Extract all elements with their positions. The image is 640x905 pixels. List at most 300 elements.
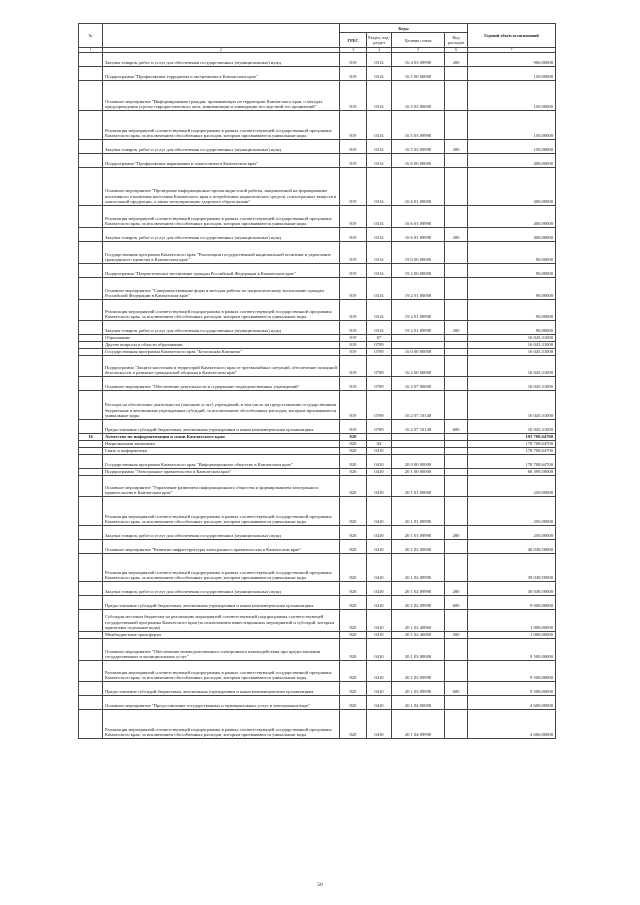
page-number: 50	[317, 882, 323, 888]
row-amount: 39 049,50000	[468, 554, 556, 582]
row-number	[79, 497, 103, 526]
row-section-code: 0410	[367, 610, 392, 632]
row-grbs-code: 819	[340, 321, 367, 335]
row-amount: 90,00000	[468, 278, 556, 300]
row-number	[79, 278, 103, 300]
row-name: Государственная программа Камчатского края "Информационное общество в Камчатском крае"	[103, 455, 340, 469]
table-row	[79, 682, 556, 696]
row-amount: 16 045,31000	[468, 377, 556, 391]
row-grbs-code: 819	[340, 228, 367, 242]
row-target-article: 16 5 03 00000	[392, 81, 445, 111]
row-number	[79, 596, 103, 610]
table-body	[79, 53, 556, 739]
row-number	[79, 554, 103, 582]
row-number	[79, 661, 103, 682]
row-section-code: 0314	[367, 81, 392, 111]
row-number	[79, 448, 103, 455]
row-amount: 193 708,64700	[468, 434, 556, 441]
header-codes: Коды	[340, 24, 468, 33]
row-section-code: 0314	[367, 140, 392, 154]
row-number	[79, 53, 103, 67]
row-name: Закупка товаров, работ и услуг для обеспечения государственных (муниципальных) нужд	[103, 582, 340, 596]
row-grbs-code: 820	[340, 469, 367, 476]
row-name: Реализация мероприятий соответствующей подпрограммы в рамках соответствующей государственной программы Камчатского края, за исключением обособленных расходов, которым присваиваются уникальные коды	[103, 554, 340, 582]
column-number: 4	[367, 48, 392, 53]
row-number	[79, 526, 103, 540]
row-expense-type	[445, 111, 468, 140]
row-section-code: 0410	[367, 639, 392, 661]
row-grbs-code: 820	[340, 696, 367, 710]
row-expense-type	[445, 391, 468, 420]
row-grbs-code: 820	[340, 554, 367, 582]
row-target-article: 20 1 02 09990	[392, 582, 445, 596]
row-grbs-code: 820	[340, 582, 367, 596]
row-grbs-code: 820	[340, 540, 367, 554]
row-name: Межбюджетные трансферты	[103, 632, 340, 639]
table-row	[79, 377, 556, 391]
table-row	[79, 206, 556, 228]
header-grbs: ГРБС	[340, 33, 367, 48]
row-grbs-code: 820	[340, 639, 367, 661]
column-number: 5	[392, 48, 445, 53]
row-number	[79, 391, 103, 420]
row-target-article: 20 1 02 40060	[392, 632, 445, 639]
row-target-article: 19 2 01 09990	[392, 321, 445, 335]
row-number	[79, 441, 103, 448]
row-number	[79, 264, 103, 278]
row-target-article: 16 5 03 09990	[392, 111, 445, 140]
row-amount: 9 500,00000	[468, 661, 556, 682]
header-cs: Целевая статья	[392, 33, 445, 48]
row-target-article: 20 1 02 09990	[392, 554, 445, 582]
row-amount: 178 708,64700	[468, 441, 556, 448]
row-section-code: 0410	[367, 682, 392, 696]
row-target-article: 20 1 01 09990	[392, 526, 445, 540]
row-amount: 250,00000	[468, 476, 556, 497]
row-grbs-code: 820	[340, 610, 367, 632]
row-section-code: 0314	[367, 53, 392, 67]
row-number	[79, 168, 103, 206]
row-amount: 150,00000	[468, 67, 556, 81]
table-row	[79, 441, 556, 448]
row-expense-type	[445, 242, 468, 264]
table-row	[79, 476, 556, 497]
row-section-code: 0709	[367, 356, 392, 377]
row-expense-type	[445, 639, 468, 661]
row-amount: 150,00000	[468, 111, 556, 140]
row-grbs-code: 820	[340, 661, 367, 682]
row-section-code: 0410	[367, 476, 392, 497]
row-target-article: 16 6 01 09990	[392, 228, 445, 242]
header-vr: Вид расходов	[445, 33, 468, 48]
row-amount: 178 708,64700	[468, 448, 556, 455]
table-row	[79, 448, 556, 455]
row-grbs-code: 819	[340, 242, 367, 264]
row-target-article: 20 1 01 09990	[392, 497, 445, 526]
table-row	[79, 554, 556, 582]
row-expense-type	[445, 168, 468, 206]
row-expense-type	[445, 335, 468, 342]
row-amount: 400,00000	[468, 206, 556, 228]
row-number	[79, 140, 103, 154]
row-section-code: 0410	[367, 632, 392, 639]
row-section-code: 0314	[367, 300, 392, 321]
row-section-code: 04	[367, 441, 392, 448]
row-amount: 30 049,50000	[468, 582, 556, 596]
row-name: Закупка товаров, работ и услуг для обеспечения государственных (муниципальных) нужд	[103, 228, 340, 242]
table-header	[79, 24, 556, 53]
table-row	[79, 639, 556, 661]
row-number	[79, 582, 103, 596]
row-expense-type	[445, 67, 468, 81]
row-name: Реализация мероприятий соответствующей подпрограммы в рамках соответствующей государственной программы Камчатского края, за исключением обособленных расходов, которым присваиваются уникальные коды	[103, 111, 340, 140]
row-section-code: 0410	[367, 596, 392, 610]
row-target-article	[392, 335, 445, 342]
table-row	[79, 140, 556, 154]
row-target-article: 20 1 02 00000	[392, 540, 445, 554]
table-row	[79, 111, 556, 140]
row-section-code: 0314	[367, 321, 392, 335]
row-grbs-code: 819	[340, 154, 367, 168]
row-target-article	[392, 441, 445, 448]
header-name	[103, 24, 340, 48]
table-row	[79, 342, 556, 349]
row-expense-type: 600	[445, 420, 468, 434]
row-name: Национальная экономика	[103, 441, 340, 448]
row-name: Предоставление субсидий бюджетным, автономным учреждениям и иным некоммерческим организациям	[103, 682, 340, 696]
column-number: 6	[445, 48, 468, 53]
row-number	[79, 321, 103, 335]
row-number	[79, 342, 103, 349]
row-grbs-code: 820	[340, 710, 367, 739]
row-number	[79, 81, 103, 111]
table-row	[79, 349, 556, 356]
row-number	[79, 540, 103, 554]
row-grbs-code: 819	[340, 81, 367, 111]
row-amount: 400,00000	[468, 228, 556, 242]
table-row	[79, 582, 556, 596]
row-target-article: 16 2 00 00000	[392, 356, 445, 377]
row-section-code: 0314	[367, 278, 392, 300]
row-name: Основное мероприятие "Предоставление государственных и муниципальных услуг в электронном виде"	[103, 696, 340, 710]
row-section-code: 0314	[367, 111, 392, 140]
row-expense-type	[445, 469, 468, 476]
row-number	[79, 154, 103, 168]
row-expense-type	[445, 356, 468, 377]
row-amount: 1 000,00000	[468, 610, 556, 632]
row-grbs-code: 820	[340, 526, 367, 540]
row-section-code: 0410	[367, 455, 392, 469]
row-amount: 60 399,50000	[468, 469, 556, 476]
row-target-article: 20 1 02 09990	[392, 596, 445, 610]
row-amount: 400,00000	[468, 154, 556, 168]
row-name: Предоставление субсидий бюджетным, автономным учреждениям и иным некоммерческим организациям	[103, 420, 340, 434]
row-grbs-code: 820	[340, 682, 367, 696]
row-expense-type	[445, 497, 468, 526]
row-expense-type	[445, 554, 468, 582]
row-number	[79, 67, 103, 81]
header-razdel: Раздел, под-раздел	[367, 33, 392, 48]
row-name: Закупка товаров, работ и услуг для обеспечения государственных (муниципальных) нужд	[103, 53, 340, 67]
row-target-article	[392, 342, 445, 349]
row-name: Подпрограмма "Профилактика терроризма и экстремизма в Камчатском крае"	[103, 67, 340, 81]
row-section-code: 0410	[367, 497, 392, 526]
row-grbs-code: 819	[340, 356, 367, 377]
row-expense-type	[445, 610, 468, 632]
row-section-code: 0410	[367, 696, 392, 710]
table-row	[79, 632, 556, 639]
table-row	[79, 391, 556, 420]
row-grbs-code: 819	[340, 300, 367, 321]
row-name: Государственная программа Камчатского края "Реализация государственной национальной политики и укрепление гражданского единства в Камчатском крае"	[103, 242, 340, 264]
table-row	[79, 264, 556, 278]
table-row	[79, 596, 556, 610]
row-expense-type: 600	[445, 596, 468, 610]
row-amount: 16 045,31000	[468, 335, 556, 342]
row-target-article: 16 2 07 10140	[392, 391, 445, 420]
row-target-article: 16 0 00 00000	[392, 349, 445, 356]
column-number: 7	[468, 48, 556, 53]
table-row	[79, 696, 556, 710]
row-expense-type	[445, 661, 468, 682]
row-grbs-code: 819	[340, 349, 367, 356]
table-row	[79, 455, 556, 469]
row-grbs-code: 820	[340, 632, 367, 639]
row-section-code: 0410	[367, 540, 392, 554]
row-name: Агентство по информатизации и связи Камчатского края	[103, 434, 340, 441]
table-row	[79, 67, 556, 81]
row-grbs-code: 819	[340, 420, 367, 434]
row-expense-type	[445, 476, 468, 497]
row-expense-type: 200	[445, 228, 468, 242]
row-name: Связь и информатика	[103, 448, 340, 455]
row-number	[79, 420, 103, 434]
row-target-article: 16 5 00 00000	[392, 67, 445, 81]
row-amount: 16 045,31000	[468, 356, 556, 377]
row-target-article: 20 1 03 09990	[392, 682, 445, 696]
row-number: 16	[79, 434, 103, 441]
row-target-article: 16 6 01 00000	[392, 168, 445, 206]
row-section-code: 0410	[367, 661, 392, 682]
row-name: Государственная программа Камчатского края "Безопасная Камчатка"	[103, 349, 340, 356]
row-amount: 9 000,00000	[468, 596, 556, 610]
row-grbs-code: 819	[340, 391, 367, 420]
row-name: Основное мероприятие "Проведение информационно-пропагандистской работы, направленной на формирование негативного отношения населения Камчатского края к потреблению наркотических средств, психотропных веществ и алкогольной продукции, а также популяризацию здорового образа жизни"	[103, 168, 340, 206]
row-section-code: 0314	[367, 264, 392, 278]
row-name: Основное мероприятие "Развитие инфраструктуры электронного правительства в Камчатском крае"	[103, 540, 340, 554]
table-row	[79, 228, 556, 242]
row-target-article: 16 4 03 09990	[392, 53, 445, 67]
row-amount: 178 708,64700	[468, 455, 556, 469]
row-amount: 4 600,00000	[468, 696, 556, 710]
row-amount: 40 049,50000	[468, 540, 556, 554]
row-amount: 900,00000	[468, 53, 556, 67]
row-target-article: 16 6 00 00000	[392, 154, 445, 168]
row-target-article: 20 1 04 00000	[392, 696, 445, 710]
table-row	[79, 278, 556, 300]
row-name: Подпрограмма "Защита населения и территорий Камчатского края от чрезвычайных ситуаций, обеспечение пожарной безопасности и развитие гражданской обороны в Камчатском крае"	[103, 356, 340, 377]
table-row	[79, 335, 556, 342]
table-row	[79, 420, 556, 434]
row-target-article: 20 1 02 40060	[392, 610, 445, 632]
row-section-code	[367, 434, 392, 441]
row-section-code: 0410	[367, 526, 392, 540]
table-row	[79, 168, 556, 206]
row-grbs-code: 820	[340, 434, 367, 441]
table-row	[79, 356, 556, 377]
row-name: Реализация мероприятий соответствующей подпрограммы в рамках соответствующей государственной программы Камчатского края, за исключением обособленных расходов, которым присваиваются уникальные коды	[103, 206, 340, 228]
row-amount: 150,00000	[468, 81, 556, 111]
table-row	[79, 540, 556, 554]
row-target-article: 16 2 07 00000	[392, 377, 445, 391]
table-row	[79, 53, 556, 67]
table-row	[79, 242, 556, 264]
row-name: Субсидии местным бюджетам на реализацию мероприятий соответствующей подпрограммы соответствующей государственной программы Камчатского края (за исключением инвестиционных мероприятий и субсидий, которым присвоены отдельные коды)	[103, 610, 340, 632]
row-amount: 9 500,00000	[468, 682, 556, 696]
row-target-article: 20 1 04 09990	[392, 710, 445, 739]
row-number	[79, 111, 103, 140]
row-name: Предоставление субсидий бюджетным, автономным учреждениям и иным некоммерческим организациям	[103, 596, 340, 610]
row-target-article: 19 0 00 00000	[392, 242, 445, 264]
row-number	[79, 356, 103, 377]
row-expense-type	[445, 434, 468, 441]
row-expense-type	[445, 342, 468, 349]
row-amount: 16 045,31000	[468, 342, 556, 349]
row-name: Основное мероприятие "Совершенствование форм и методов работы по патриотическому воспитанию граждан Российской Федерации в Камчатском крае"	[103, 278, 340, 300]
row-name: Реализация мероприятий соответствующей подпрограммы в рамках соответствующей государственной программы Камчатского края, за исключением обособленных расходов, которым присваиваются уникальные коды	[103, 300, 340, 321]
row-grbs-code: 820	[340, 497, 367, 526]
row-section-code: 0314	[367, 154, 392, 168]
row-number	[79, 455, 103, 469]
row-name: Основное мероприятие "Обеспечение деятельности и содержание подведомственных учреждений"	[103, 377, 340, 391]
row-expense-type: 200	[445, 582, 468, 596]
row-name: Закупка товаров, работ и услуг для обеспечения государственных (муниципальных) нужд	[103, 321, 340, 335]
row-grbs-code: 819	[340, 67, 367, 81]
row-number	[79, 476, 103, 497]
table-row	[79, 154, 556, 168]
row-number	[79, 710, 103, 739]
row-amount: 90,00000	[468, 242, 556, 264]
row-amount: 400,00000	[468, 168, 556, 206]
row-amount: 150,00000	[468, 140, 556, 154]
row-grbs-code: 819	[340, 206, 367, 228]
row-number	[79, 228, 103, 242]
row-target-article: 19 2 01 00000	[392, 278, 445, 300]
row-number	[79, 349, 103, 356]
row-name: Подпрограмма "Электронное правительство в Камчатском крае"	[103, 469, 340, 476]
budget-table	[78, 23, 556, 739]
row-number	[79, 696, 103, 710]
row-name: Закупка товаров, работ и услуг для обеспечения государственных (муниципальных) нужд	[103, 526, 340, 540]
row-target-article: 19 2 01 09990	[392, 300, 445, 321]
row-section-code: 0709	[367, 377, 392, 391]
row-expense-type	[445, 300, 468, 321]
row-expense-type	[445, 264, 468, 278]
row-target-article: 20 1 03 09990	[392, 661, 445, 682]
table-row	[79, 300, 556, 321]
row-expense-type	[445, 349, 468, 356]
header-no: №	[79, 24, 103, 48]
row-section-code: 0410	[367, 469, 392, 476]
column-number: 1	[79, 48, 103, 53]
row-expense-type	[445, 154, 468, 168]
table-row	[79, 526, 556, 540]
row-target-article: 20 1 01 00000	[392, 476, 445, 497]
row-expense-type: 200	[445, 526, 468, 540]
row-amount: 16 045,31000	[468, 391, 556, 420]
row-target-article	[392, 434, 445, 441]
row-section-code: 0314	[367, 228, 392, 242]
row-target-article	[392, 448, 445, 455]
row-grbs-code: 820	[340, 455, 367, 469]
row-section-code: 0410	[367, 582, 392, 596]
row-grbs-code: 819	[340, 377, 367, 391]
row-expense-type: 600	[445, 682, 468, 696]
row-section-code: 0314	[367, 206, 392, 228]
table-row	[79, 81, 556, 111]
row-number	[79, 300, 103, 321]
row-expense-type: 200	[445, 140, 468, 154]
row-target-article: 20 1 03 00000	[392, 639, 445, 661]
column-number: 3	[340, 48, 367, 53]
row-expense-type	[445, 696, 468, 710]
row-name: Подпрограмма "Патриотическое воспитание граждан Российской Федерации в Камчатском крае"	[103, 264, 340, 278]
row-name: Другие вопросы в области образования	[103, 342, 340, 349]
row-grbs-code: 819	[340, 111, 367, 140]
row-target-article: 19 2 00 00000	[392, 264, 445, 278]
row-amount: 16 045,31000	[468, 420, 556, 434]
table-row	[79, 469, 556, 476]
row-section-code: 0410	[367, 710, 392, 739]
row-number	[79, 206, 103, 228]
row-expense-type	[445, 710, 468, 739]
table-row	[79, 610, 556, 632]
row-target-article: 20 1 00 00000	[392, 469, 445, 476]
row-amount: 16 045,31000	[468, 349, 556, 356]
row-grbs-code: 820	[340, 441, 367, 448]
row-section-code: 0410	[367, 554, 392, 582]
row-name: Основное мероприятие "Управление развитием информационного общества и формированием электронного правительства в Камчатском крае"	[103, 476, 340, 497]
row-expense-type	[445, 448, 468, 455]
row-number	[79, 469, 103, 476]
row-name: Реализация мероприятий соответствующей подпрограммы в рамках соответствующей государственной программы Камчатского края, за исключением обособленных расходов, которым присваиваются уникальные коды	[103, 710, 340, 739]
row-grbs-code: 819	[340, 264, 367, 278]
row-expense-type: 200	[445, 53, 468, 67]
row-expense-type: 500	[445, 632, 468, 639]
row-section-code: 0314	[367, 168, 392, 206]
row-name: Закупка товаров, работ и услуг для обеспечения государственных (муниципальных) нужд	[103, 140, 340, 154]
row-number	[79, 610, 103, 632]
row-amount: 9 500,00000	[468, 639, 556, 661]
row-amount: 250,00000	[468, 497, 556, 526]
row-name: Реализация мероприятий соответствующей подпрограммы в рамках соответствующей государственной программы Камчатского края, за исключением обособленных расходов, которым присваиваются уникальные коды	[103, 661, 340, 682]
row-target-article: 16 5 03 09990	[392, 140, 445, 154]
row-grbs-code: 820	[340, 448, 367, 455]
row-number	[79, 377, 103, 391]
row-amount: 4 600,00000	[468, 710, 556, 739]
row-amount: 90,00000	[468, 264, 556, 278]
row-expense-type	[445, 278, 468, 300]
row-number	[79, 632, 103, 639]
table-row	[79, 434, 556, 441]
row-target-article: 16 6 01 09990	[392, 206, 445, 228]
row-expense-type	[445, 81, 468, 111]
table-row	[79, 497, 556, 526]
row-section-code: 0709	[367, 349, 392, 356]
row-section-code: 0314	[367, 242, 392, 264]
row-target-article: 16 2 07 10140	[392, 420, 445, 434]
row-number	[79, 682, 103, 696]
